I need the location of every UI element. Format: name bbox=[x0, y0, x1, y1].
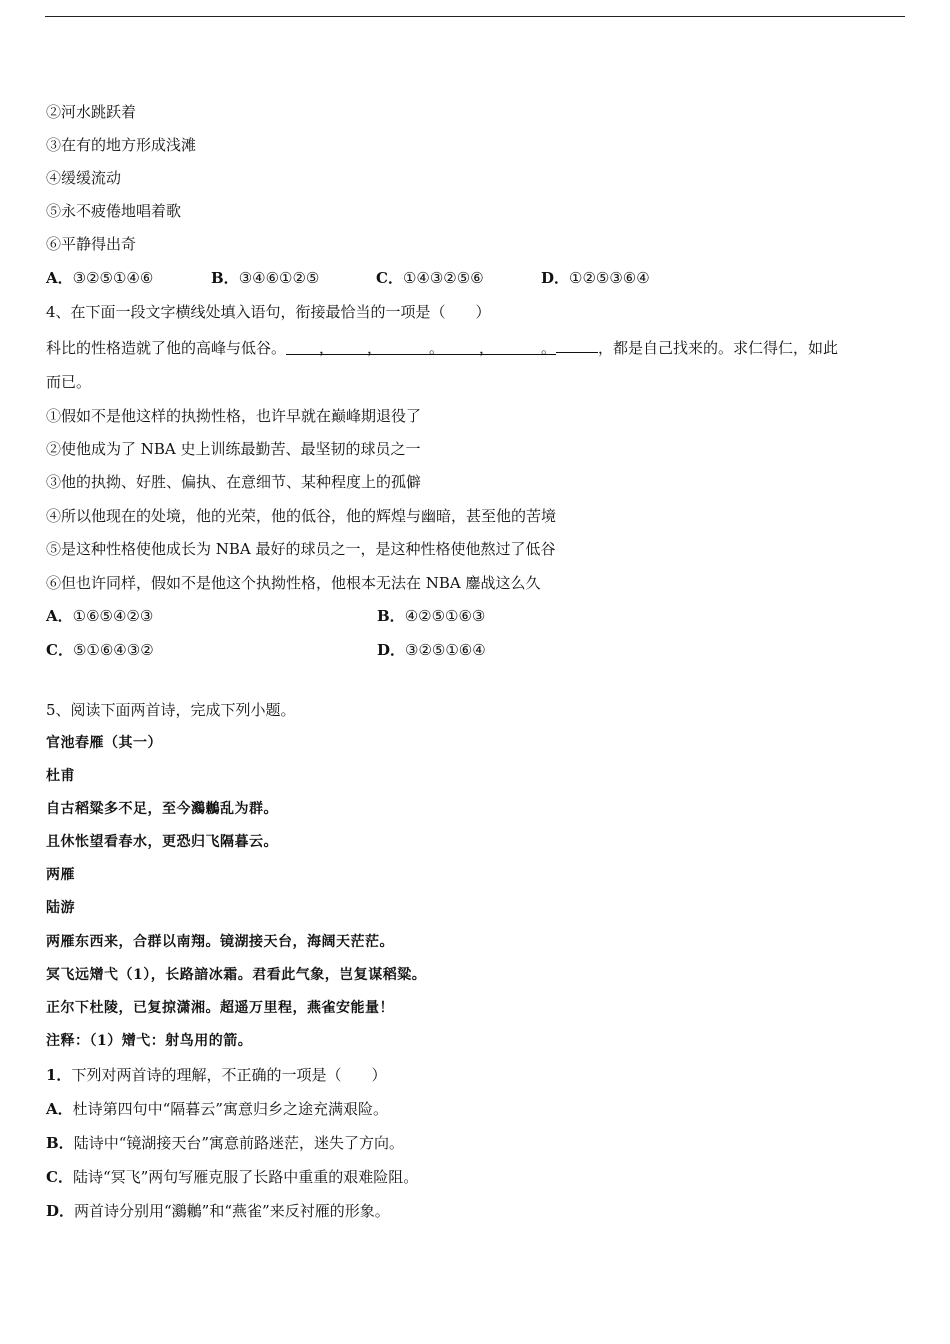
poem2-line-2: 冥飞远矰弋（1），长路諳冰霜。君看此气象，岂复谋稻粱。 bbox=[46, 967, 427, 983]
q4-option-c[interactable]: C．⑤①⑥④③② bbox=[46, 641, 154, 659]
q4-blank-4[interactable]: ， bbox=[444, 338, 494, 355]
q4-options-row-1 bbox=[46, 606, 485, 626]
q3-item-4: ④缓缓流动 bbox=[46, 169, 122, 187]
poem1-line-2: 且休怅望看春水，更恐归飞隔暮云。 bbox=[46, 834, 278, 850]
q4-passage-start: 科比的性格造就了他的高峰与低谷。 bbox=[46, 339, 287, 357]
q5-sub1-option-b[interactable]: B．陆诗中“镜湖接天台”寓意前路迷茫，迷失了方向。 bbox=[46, 1134, 405, 1152]
poem1-line-1: 自古稻粱多不足，至今鸂鶒乱为群。 bbox=[46, 801, 278, 817]
poem-note: 注释：（1）矰弋：射鸟用的箭。 bbox=[46, 1033, 253, 1049]
q3-option-b[interactable]: B．③④⑥①②⑤ bbox=[211, 269, 320, 287]
q4-blank-5[interactable]: 。 bbox=[494, 338, 556, 355]
poem2-line-1: 两雁东西来，合群以南翔。镜湖接天台，海阔天茫茫。 bbox=[46, 934, 394, 950]
q4-option-a[interactable]: A．①⑥⑤④②③ bbox=[46, 607, 154, 625]
header-rule bbox=[45, 16, 905, 17]
q4-stem: 4、在下面一段文字横线处填入语句，衔接最恰当的一项是（ ） bbox=[46, 303, 491, 321]
q5-stem: 5、阅读下面两首诗，完成下列小题。 bbox=[46, 701, 296, 719]
q4-item-6: ⑥但也许同样，假如不是他这个执拗性格，他根本无法在 NBA 鏖战这么久 bbox=[46, 574, 541, 592]
q3-option-d[interactable]: D．①②⑤③⑥④ bbox=[541, 269, 650, 287]
poem1-author: 杜甫 bbox=[46, 768, 75, 784]
q5-sub1-option-a[interactable]: A．杜诗第四句中“隔暮云”寓意归乡之途充满艰险。 bbox=[46, 1100, 388, 1118]
q4-blank-2[interactable]: ， bbox=[334, 338, 382, 355]
q3-item-3: ③在有的地方形成浅滩 bbox=[46, 136, 197, 154]
q3-item-2: ②河水跳跃着 bbox=[46, 103, 137, 121]
poem2-title: 两雁 bbox=[46, 867, 75, 883]
q5-sub1-stem: 1．下列对两首诗的理解，不正确的一项是（ ） bbox=[46, 1066, 387, 1084]
q4-item-5: ⑤是这种性格使他成长为 NBA 最好的球员之一，是这种性格使他熬过了低谷 bbox=[46, 540, 556, 558]
q3-options bbox=[46, 268, 650, 288]
q4-passage bbox=[46, 336, 838, 358]
q4-item-2: ②使他成为了 NBA 史上训练最勤苦、最坚韧的球员之一 bbox=[46, 440, 421, 458]
q5-sub1-option-d[interactable]: D．两首诗分别用“鸂鶒”和“燕雀”来反衬雁的形象。 bbox=[46, 1202, 390, 1220]
q4-item-3: ③他的执拗、好胜、偏执、在意细节、某种程度上的孤僻 bbox=[46, 473, 422, 491]
q5-sub1-option-c[interactable]: C．陆诗“冥飞”两句写雁克服了长路中重重的艰难险阻。 bbox=[46, 1168, 419, 1186]
q4-item-4: ④所以他现在的处境，他的光荣，他的低谷，他的辉煌与幽暗，甚至他的苦境 bbox=[46, 507, 557, 525]
q4-blank-6[interactable] bbox=[556, 336, 598, 353]
q5-sub1-number: 1． bbox=[46, 1066, 72, 1084]
poem2-line-3: 正尔下杜陵，已复掠潇湘。超遥万里程，燕雀安能量！ bbox=[46, 1000, 394, 1016]
poem2-author: 陆游 bbox=[46, 900, 75, 916]
q4-passage-end: ，都是自己找来的。求仁得仁，如此 bbox=[598, 339, 839, 357]
q4-option-d[interactable]: D．③②⑤①⑥④ bbox=[377, 641, 486, 659]
q4-passage-cont: 而已。 bbox=[46, 373, 92, 391]
q3-option-c[interactable]: C．①④③②⑤⑥ bbox=[376, 269, 484, 287]
q4-blank-1[interactable]: ， bbox=[286, 338, 334, 355]
q4-item-1: ①假如不是他这样的执拗性格，也许早就在巅峰期退役了 bbox=[46, 407, 422, 425]
q4-blank-3[interactable]: 。 bbox=[382, 338, 444, 355]
q3-option-a[interactable]: A．③②⑤①④⑥ bbox=[46, 269, 154, 287]
poem1-title: 官池春雁（其一） bbox=[46, 735, 162, 751]
q3-item-6: ⑥平静得出奇 bbox=[46, 235, 137, 253]
q3-item-5: ⑤永不疲倦地唱着歌 bbox=[46, 202, 182, 220]
q4-option-b[interactable]: B．④②⑤①⑥③ bbox=[377, 607, 486, 625]
q4-options-row-2 bbox=[46, 640, 486, 660]
